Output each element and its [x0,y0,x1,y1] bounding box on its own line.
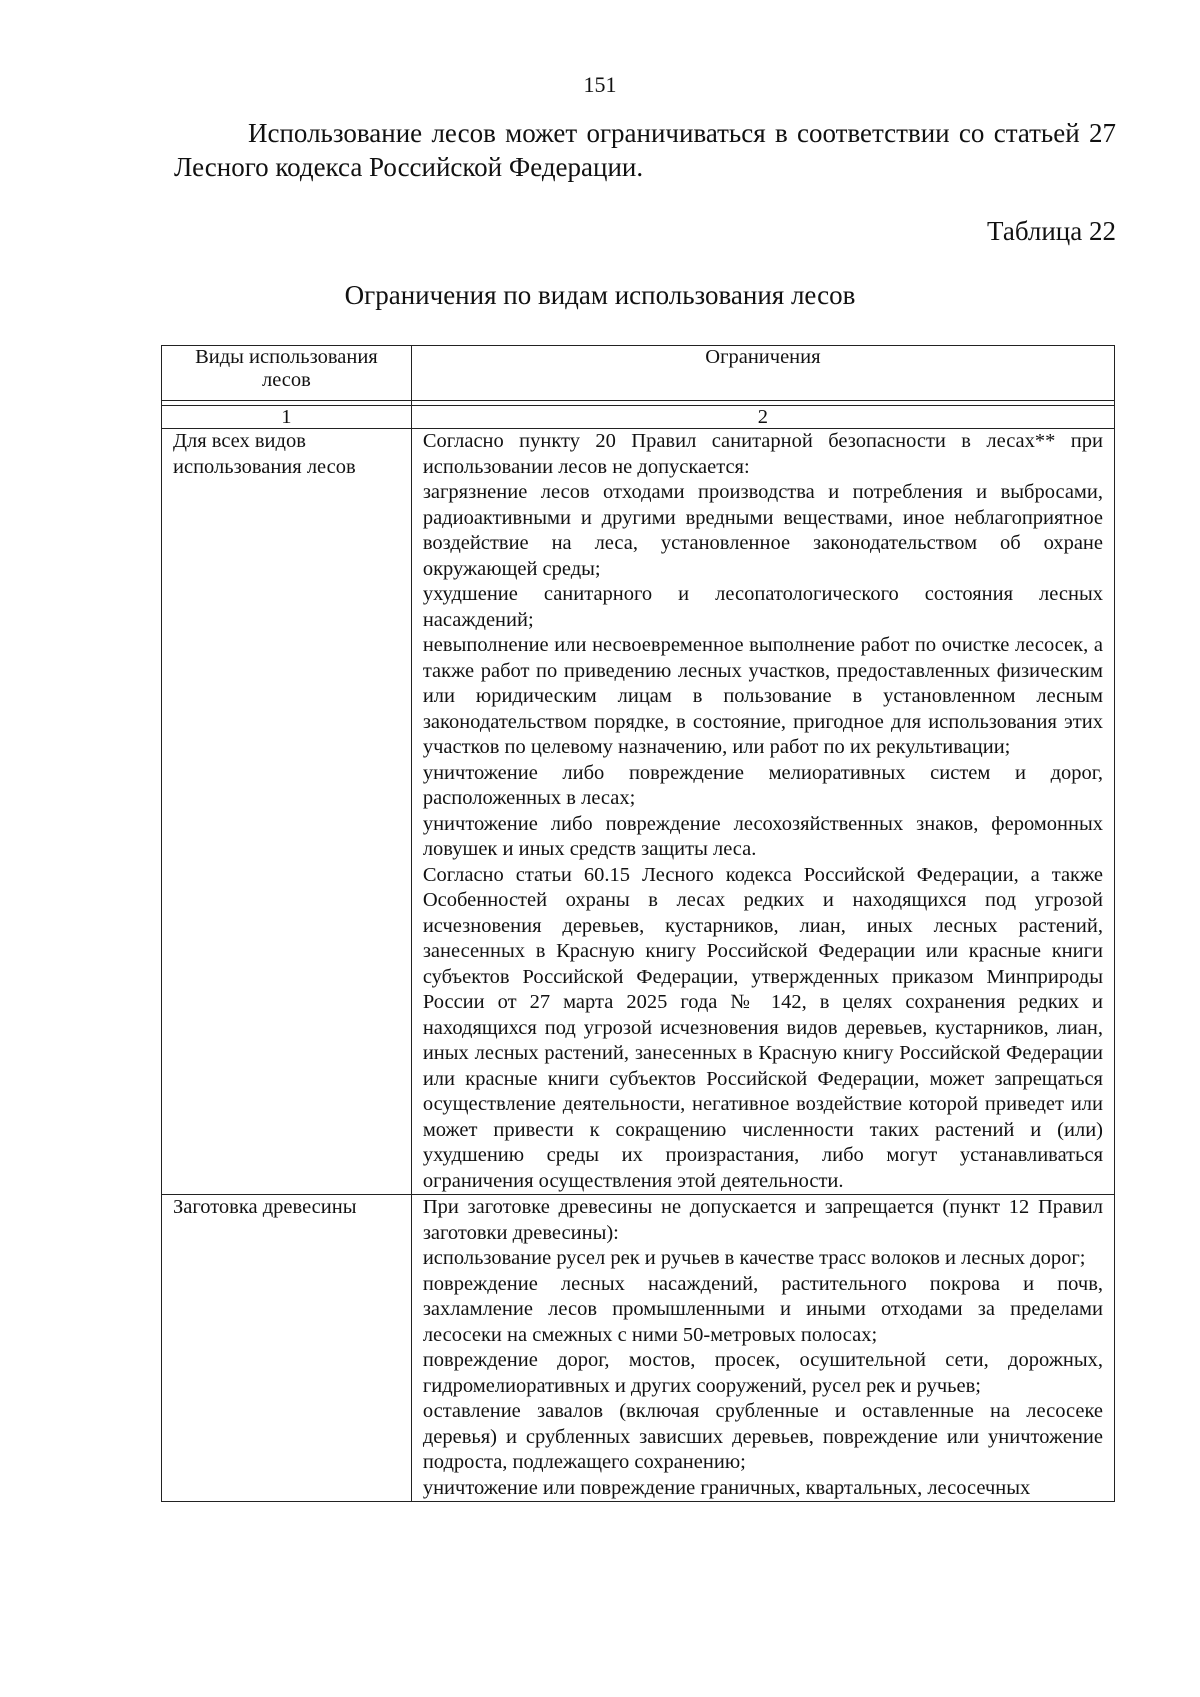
table-label: Таблица 22 [987,216,1116,246]
header-restrictions: Ограничения [411,346,1114,401]
restriction-paragraph: уничтожение или повреждение граничных, квартальных, лесосечных [422,1476,1031,1499]
intro-paragraph: Использование лесов может ограничиваться в соответствии со статьей 27 Лесного кодекса Российской Федерации. [174,118,1116,182]
restriction-paragraph: оставление завалов (включая срубленные и оставленные на лесосеке деревья) и срубленных зависших деревьев, повреждение или уничтожение подроста, подлежащего сохранению; [422,1400,1103,1473]
usage-kind-all: Для всех видов использования лесов [162,429,412,1195]
restriction-paragraph: уничтожение либо повреждение лесохозяйственных знаков, феромонных ловушек и иных средств защиты леса. [422,812,1103,860]
restriction-paragraph: ухудшение санитарного и лесопатологического состояния лесных насаждений; [422,583,1103,631]
header-usage-types: Виды использования лесов [162,346,412,401]
restrictions-cell [411,1195,1114,1502]
table-header-row [162,346,1115,401]
restriction-paragraph: При заготовке древесины не допускается и запрещается (пункт 12 Правил заготовки древесины): [422,1196,1103,1244]
table-row [162,429,1115,1195]
restriction-paragraph: повреждение лесных насаждений, растительного покрова и почв, захламление лесов промышленными и иными отходами за пределами лесосеки на смежных с ними 50-метровых полосах; [422,1272,1103,1346]
table-title: Ограничения по видам использования лесов [344,280,856,310]
restriction-paragraph: Согласно статьи 60.15 Лесного кодекса Российской Федерации, а также Особенностей охраны в лесах редких и находящихся под угрозой исчезновения деревьев, кустарников, лиан, иных лесных растений, занесенных в Красную книгу Российской Федерации или красные книги субъектов Российской Федерации, утвержденных приказом Минприроды России от 27 марта 2025 года № 142, в целях сохранения редких и находящихся под угрозой исчезновения видов деревьев, кустарников, лиан, иных лесных растений, занесенных в Красную книгу Российской Федерации или красные книги субъектов Российской Федерации, может запрещаться осуществление деятельности, негативное воздействие которой приведет или может привести к сокращению численности таких растений и (или) ухудшению среды их произрастания, либо могут устанавливаться ограничения осуществления этой деятельности. [422,863,1103,1192]
restriction-paragraph: уничтожение либо повреждение мелиоративных систем и дорог, расположенных в лесах; [422,761,1103,809]
restriction-paragraph: Согласно пункту 20 Правил санитарной безопасности в лесах** при использовании лесов не допускается: [422,430,1103,478]
column-number-row [162,406,1115,429]
usage-kind-timber: Заготовка древесины [162,1195,412,1502]
column-number-2: 2 [411,406,1114,429]
page-number: 151 [583,72,617,97]
column-number-1: 1 [162,406,412,429]
restrictions-table [161,345,1115,1502]
restriction-paragraph: использование русел рек и ручьев в качестве трасс волоков и лесных дорог; [422,1247,1086,1269]
restrictions-cell [411,429,1114,1195]
restriction-paragraph: загрязнение лесов отходами производства и потребления и выбросами, радиоактивными и другими вредными веществами, иное неблагоприятное воздействие на леса, установленное законодательством об охране окружающей среды; [422,481,1103,580]
restriction-paragraph: повреждение дорог, мостов, просек, осушительной сети, дорожных, гидромелиоративных и других сооружений, русел рек и ручьев; [422,1349,1103,1397]
restriction-paragraph: невыполнение или несвоевременное выполнение работ по очистке лесосек, а также работ по приведению лесных участков, предоставленных физическим или юридическим лицам в пользование в установленном лесным законодательством порядке, в состояние, пригодное для использования этих участков по целевому назначению, или работ по их рекультивации; [422,634,1103,758]
table-row [162,1195,1115,1502]
